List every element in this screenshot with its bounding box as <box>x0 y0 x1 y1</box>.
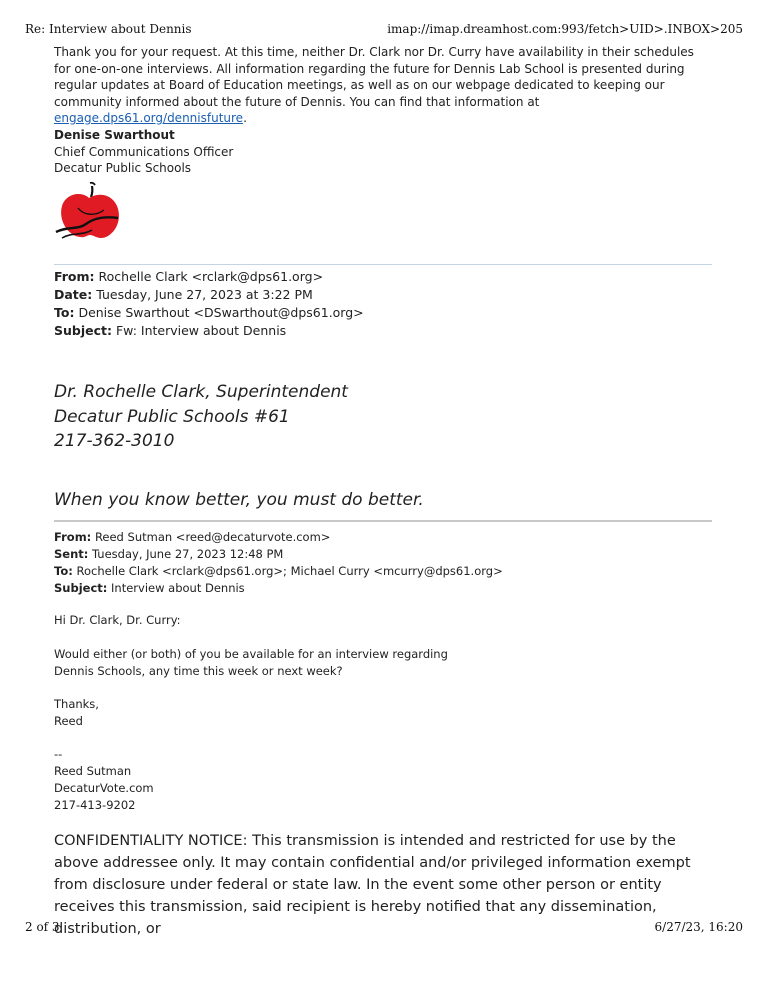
clark-sig-line1: Dr. Rochelle Clark, Superintendent <box>54 382 348 402</box>
original-header <box>54 529 712 597</box>
forward-date: Date: Tuesday, June 27, 2023 at 3:22 PM <box>54 287 313 302</box>
dennis-future-link[interactable]: engage.dps61.org/dennisfuture <box>54 111 244 125</box>
print-timestamp: 6/27/23, 16:20 <box>654 920 743 934</box>
signature-title: Chief Communications Officer <box>54 144 234 159</box>
clark-motto: When you know better, you must do better. <box>54 490 424 510</box>
forward-to: To: Denise Swarthout <DSwarthout@dps61.org> <box>54 305 364 320</box>
original-body: Would either (or both) of you be available for an interview regarding Dennis Schools, any time this week or next week? <box>54 647 448 678</box>
print-header <box>25 22 743 36</box>
reply-signature <box>54 127 712 177</box>
page-number: 2 of 3 <box>25 920 60 934</box>
print-footer <box>25 920 743 934</box>
original-from: From: Reed Sutman <reed@decaturvote.com> <box>54 530 331 544</box>
reply-text: Thank you for your request. At this time, neither Dr. Clark nor Dr. Curry have availability in their schedules for one-on-one interviews. All information regarding the future for Dennis Lab School is presented during regular updates at Board of Education meetings, as well as on our webpage dedicated to keeping our community informed about the future of Dennis. You can find that information at <box>54 45 694 109</box>
reply-text-end: . <box>243 111 247 125</box>
forward-subject: Subject: Fw: Interview about Dennis <box>54 323 287 338</box>
forward-from: From: Rochelle Clark <rclark@dps61.org> <box>54 269 324 284</box>
print-header-title: Re: Interview about Dennis <box>25 22 192 36</box>
original-subject: Subject: Interview about Dennis <box>54 581 245 595</box>
signature-name: Denise Swarthout <box>54 128 175 142</box>
apple-logo-icon <box>54 180 124 244</box>
signature-org: Decatur Public Schools <box>54 161 192 175</box>
original-sent: Sent: Tuesday, June 27, 2023 12:48 PM <box>54 547 284 561</box>
clark-sig-line3: 217-362-3010 <box>54 431 175 451</box>
forward-header <box>54 268 712 340</box>
section-divider <box>54 264 712 265</box>
original-greeting: Hi Dr. Clark, Dr. Curry: <box>54 613 181 627</box>
clark-sig-line2: Decatur Public Schools #61 <box>54 406 290 427</box>
print-header-url: imap://imap.dreamhost.com:993/fetch>UID>.INBOX>205 <box>387 22 743 36</box>
original-signature: -- Reed Sutman DecaturVote.com 217-413-9202 <box>54 747 154 812</box>
section-divider-2 <box>54 520 712 522</box>
reply-body <box>54 44 712 127</box>
original-to: To: Rochelle Clark <rclark@dps61.org>; Michael Curry <mcurry@dps61.org> <box>54 564 503 578</box>
original-closing: Thanks, Reed <box>54 697 99 728</box>
clark-signature <box>54 380 712 454</box>
confidentiality-notice: CONFIDENTIALITY NOTICE: This transmission is intended and restricted for use by the above addressee only. It may contain confidential and/or privileged information exempt from disclosure under federal or state law. In the event some other person or entity receives this transmission, said recipient is hereby notified that any dissemination, distribution, or <box>54 833 691 937</box>
